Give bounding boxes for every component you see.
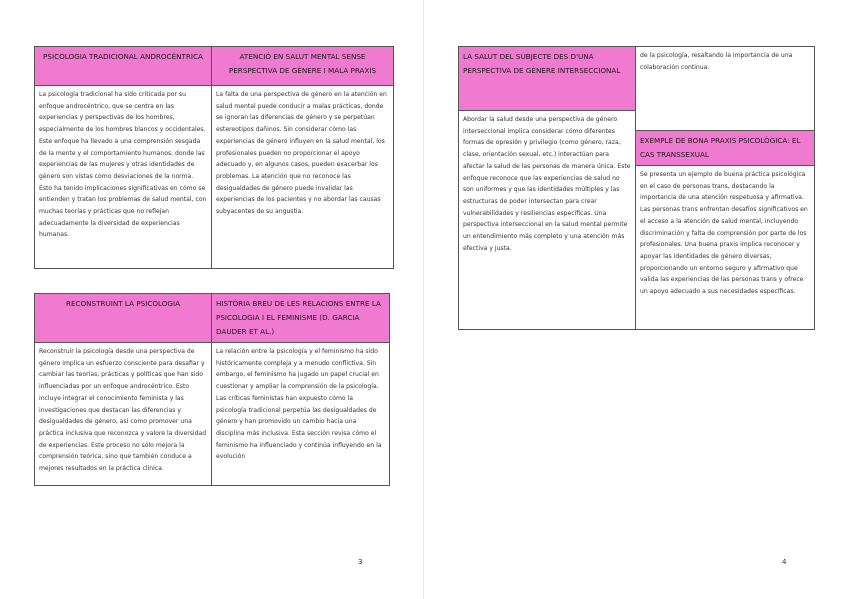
text-psicologia-tradicional: La psicología tradicional ha sido criticada por su enfoque androcéntrico, que se centra en las experiencias y perspectivas de los hombres, especialmente de los hombres blancos y occidentales. Este enfoque ha llevado a una comprensión sesgada de la mente y el comportamiento humanos, donde las experiencias de las mujeres y otras identidades de género son vistas como desviaciones de la norma. Esto ha tenido implicaciones significativas en cómo se entienden y tratan los problemas de salud mental, con muchas teorías y prácticas que no reflejan adecuadamente la diversidad de experiencias humanas. — [35, 86, 212, 269]
page-4 — [424, 0, 848, 599]
table-androcentric-vs-malpractice — [34, 46, 394, 269]
text-bona-praxis: Se presenta un ejemplo de buena práctica psicológica en el caso de personas trans, destacando la importancia de una atención respetuosa y afirmativa. Las personas trans enfrentan desafíos significativos en el acceso a la atención de salud mental, incluyendo discriminación y falta de comprensión por parte de los profesionales. Una buena praxis implica reconocer y apoyar las identidades de género diversas, proporcionando un entorno seguro y afirmativo que valida las experiencias de las personas trans y ofrece un apoyo adecuado a sus necesidades específicas. — [636, 166, 815, 330]
table-intersectional-good-practice — [458, 46, 815, 330]
page-number: 3 — [358, 558, 363, 566]
header-bona-praxis: EXEMPLE DE BONA PRAXIS PSICOLÒGICA: EL CAS TRANSSEXUAL — [636, 131, 815, 166]
header-salut-interseccional: LA SALUT DEL SUBJECTE DES D'UNA PERSPECTIVA DE GÈNERE INTERSECCIONAL — [459, 47, 636, 111]
header-psicologia-tradicional: PSICOLOGIA TRADICIONAL ANDROCÈNTRICA — [35, 47, 212, 86]
table-reconstruction-history — [34, 293, 390, 486]
header-atencio-salut-mental: ATENCIÓ EN SALUT MENTAL SENSE PERSPECTIVA DE GÈNERE I MALA PRAXIS — [212, 47, 394, 86]
header-historia-breu: HISTÒRIA BREU DE LES RELACIONS ENTRE LA PSICOLOGIA I EL FEMINISME (D. GARCIA DAUDER ET AL.) — [212, 294, 390, 343]
page-number: 4 — [782, 558, 787, 566]
text-salut-interseccional: Abordar la salud desde una perspectiva de género interseccional implica considerar cómo diferentes formas de opresión y privilegio (como género, raza, clase, orientación sexual, etc.) interactúan para afectar la salud de las personas de manera única. Este enfoque reconoce que las experiencias de salud no son uniformes y que las identidades múltiples y las estructuras de poder intersectan para crear vulnerabilidades y resiliencias específicas. Una perspectiva interseccional en la salud mental permite un entendimiento más completo y una atención más efectiva y justa. — [459, 111, 636, 330]
text-continuation: de la psicología, resaltando la importancia de una colaboración continua. — [636, 47, 815, 131]
text-reconstruint: Reconstruir la psicología desde una perspectiva de género implica un esfuerzo consciente para desafiar y cambiar las teorías, prácticas y políticas que han sido influenciadas por un enfoque androcéntrico. Esto incluye integrar el conocimiento feminista y las investigaciones que destacan las diferencias y desigualdades de género, así como promover una práctica inclusiva que reconozca y valore la diversidad de experiencias. Este proceso no sólo mejora la comprensión teórica, sino que también conduce a mejores resultados en la práctica clínica. — [35, 343, 212, 486]
header-reconstruint: RECONSTRUINT LA PSICOLOGIA — [35, 294, 212, 343]
text-historia-breu: La relación entre la psicología y el feminismo ha sido históricamente compleja y a menudo conflictiva. Sin embargo, el feminismo ha jugado un papel crucial en cuestionar y ampliar la comprensión de la psicología. Las críticas feministas han expuesto cómo la psicología tradicional perpetúa las desigualdades de género y han promovido un cambio hacia una disciplina más inclusiva. Esta sección revisa cómo el feminismo ha influenciado y continúa influyendo en la evolución — [212, 343, 390, 486]
text-atencio-salut-mental: La falta de una perspectiva de género en la atención en salud mental puede conducir a malas prácticas, donde se ignoran las diferencias de género y se perpetúan estereotipos dañinos. Sin considerar cómo las experiencias de género influyen en la salud mental, los profesionales pueden no proporcionar el apoyo adecuado y, en algunos casos, pueden exacerbar los problemas. La atención que no reconoce las desigualdades de género puede invalidar las experiencias de los pacientes y no abordar las causas subyacentes de su angustia. — [212, 86, 394, 269]
